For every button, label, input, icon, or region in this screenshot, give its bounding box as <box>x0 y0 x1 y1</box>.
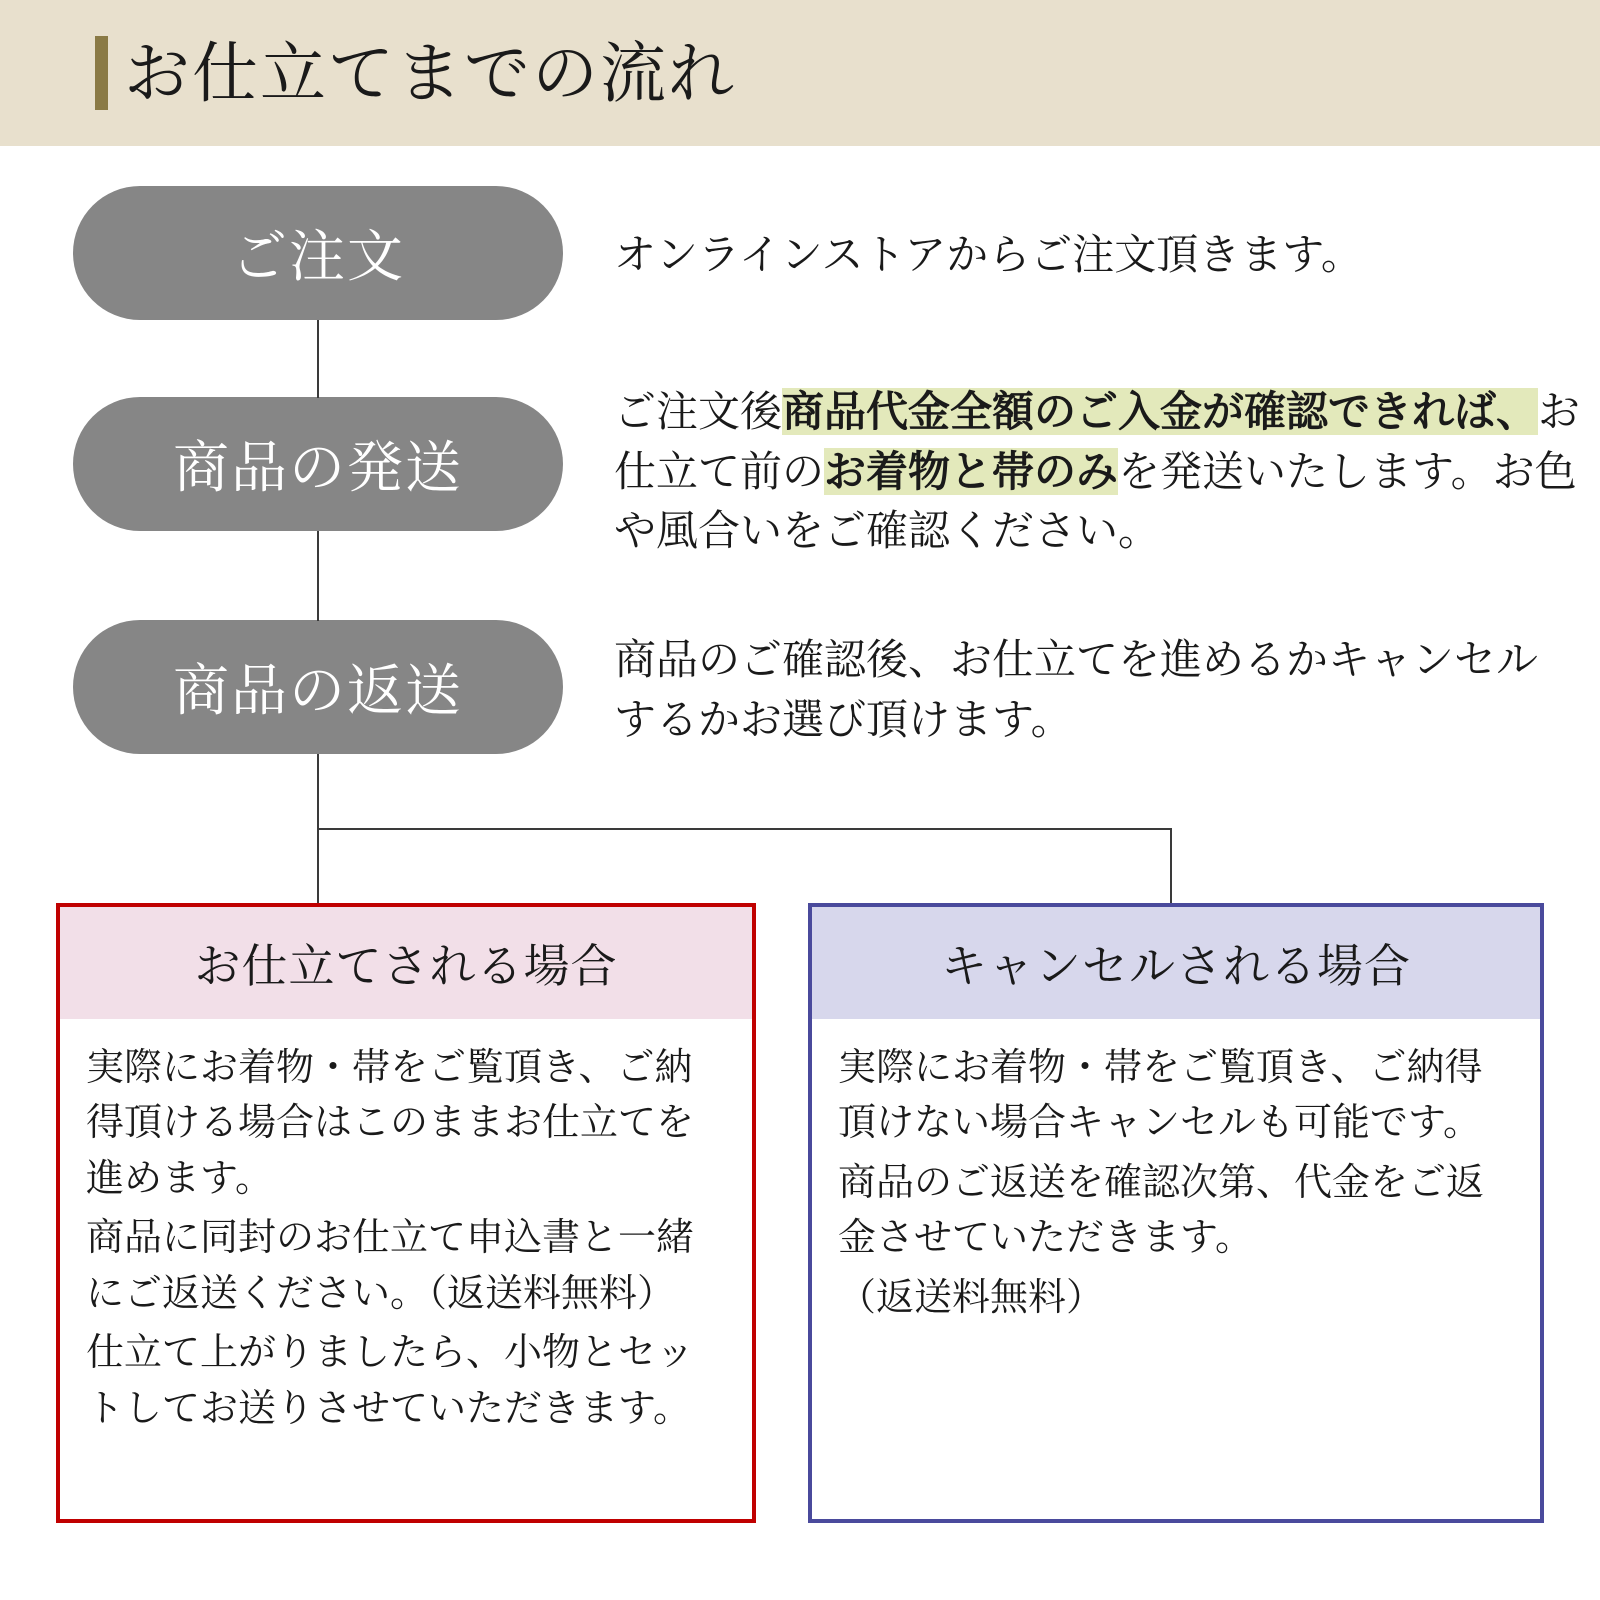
step-pill-return: 商品の返送 <box>73 620 563 754</box>
outcome-title-proceed: お仕立てされる場合 <box>60 907 752 1019</box>
connector-line-2 <box>317 531 319 621</box>
step-pill-order: ご注文 <box>73 186 563 320</box>
shipping-text-part-2: お仕立て前の <box>614 388 1581 495</box>
branch-line-right <box>1170 828 1172 906</box>
step-description-shipping <box>614 382 1594 561</box>
outcome-paragraph: （返送料無料） <box>838 1276 1105 1319</box>
shipping-text-part-1: ご注文後 <box>614 388 783 435</box>
outcome-body-cancel <box>812 1019 1540 1326</box>
shipping-text-highlight-2: お着物と帯のみ <box>824 447 1119 495</box>
connector-line-1 <box>317 320 319 398</box>
outcome-paragraph: 仕立て上がりましたら、小物とセットしてお送りさせていただきます。 <box>86 1332 695 1430</box>
branch-horizontal-line <box>317 828 1172 830</box>
step-description-order: オンラインストアからご注文頂きます。 <box>614 231 1363 278</box>
outcome-paragraph: 商品のご返送を確認次第、代金をご返金させていただきます。 <box>838 1161 1485 1260</box>
outcome-box-proceed <box>56 903 756 1523</box>
page-title: お仕立てまでの流れ <box>124 36 736 110</box>
branch-line-left <box>317 828 319 906</box>
connector-line-3 <box>317 754 319 829</box>
step-pill-shipping: 商品の発送 <box>73 397 563 531</box>
page-header <box>0 0 1600 146</box>
header-accent-bar <box>95 36 108 110</box>
outcome-paragraph: 商品に同封のお仕立て申込書と一緒にご返送ください。（返送料無料） <box>86 1217 695 1315</box>
outcome-paragraph: 実際にお着物・帯をご覧頂き、ご納得頂ける場合はこのままお仕立てを進めます。 <box>86 1047 695 1200</box>
step-description-return: 商品のご確認後、お仕立てを進めるかキャンセルするかお選び頂けます。 <box>614 636 1539 743</box>
outcome-paragraph: 実際にお着物・帯をご覧頂き、ご納得頂けない場合キャンセルも可能です。 <box>838 1047 1483 1145</box>
shipping-text-part-3: を発送いたします。お色や風合いをご確認ください。 <box>614 447 1577 555</box>
outcome-box-cancel <box>808 903 1544 1523</box>
shipping-text-highlight-1: 商品代金全額のご入金が確認できれば、 <box>782 388 1539 435</box>
outcome-title-cancel: キャンセルされる場合 <box>812 907 1540 1019</box>
outcome-body-proceed <box>60 1019 752 1437</box>
